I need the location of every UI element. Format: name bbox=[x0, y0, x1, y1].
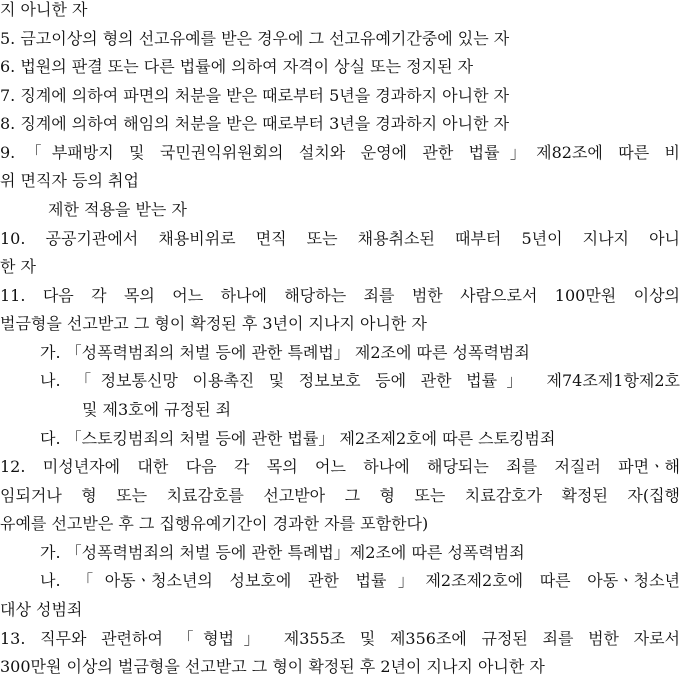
text-line: 지 아니한 자 bbox=[0, 0, 88, 19]
sub-item-na: 나. 「아동ㆍ청소년의 성보호에 관한 법률」제2조제2호에 따른 아동ㆍ청소년 bbox=[40, 571, 680, 590]
item-5: 5. 금고이상의 형의 선고유예를 받은 경우에 그 선고유예기간중에 있는 자 bbox=[0, 29, 510, 48]
sub-item-ga: 가. 「성폭력범죄의 처벌 등에 관한 특례법」제2조에 따른 성폭력범죄 bbox=[40, 543, 525, 562]
text-line: 및 제3호에 규정된 죄 bbox=[82, 400, 232, 419]
text-line: 벌금형을 선고받고 그 형이 확정된 후 3년이 지나지 아니한 자 bbox=[0, 314, 427, 333]
text-line: 제한 적용을 받는 자 bbox=[48, 200, 187, 219]
item-7: 7. 징계에 의하여 파면의 처분을 받은 때로부터 5년을 경과하지 아니한 자 bbox=[0, 86, 510, 105]
item-10: 10. 공공기관에서 채용비위로 면직 또는 채용취소된 때부터 5년이 지나지 아니 bbox=[0, 229, 680, 248]
text-line: 300만원 이상의 벌금형을 선고받고 그 형이 확정된 후 2년이 지나지 아니한 자 bbox=[0, 657, 545, 676]
item-13: 13. 직무와 관련하여 「형법」 제355조 및 제356조에 규정된 죄를 범한 자로서 bbox=[0, 629, 680, 648]
sub-item-da: 다. 「스토킹범죄의 처벌 등에 관한 법률」 제2조제2호에 따른 스토킹범죄 bbox=[40, 429, 556, 448]
text-line: 한 자 bbox=[0, 257, 36, 276]
item-11: 11. 다음 각 목의 어느 하나에 해당하는 죄를 범한 사람으로서 100만원 이상의 bbox=[0, 286, 680, 305]
text-line: 위 면직자 등의 취업 bbox=[0, 171, 139, 190]
text-line: 임되거나 형 또는 치료감호를 선고받아 그 형 또는 치료감호가 확정된 자(집행 bbox=[0, 486, 680, 505]
item-12: 12. 미성년자에 대한 다음 각 목의 어느 하나에 해당되는 죄를 저질러 파면ㆍ해 bbox=[0, 457, 680, 476]
text-line: 유예를 선고받은 후 그 집행유예기간이 경과한 자를 포함한다) bbox=[0, 514, 429, 533]
item-8: 8. 징계에 의하여 해임의 처분을 받은 때로부터 3년을 경과하지 아니한 자 bbox=[0, 114, 510, 133]
sub-item-na: 나. 「정보통신망 이용촉진 및 정보보호 등에 관한 법률」 제74조제1항제2호 bbox=[40, 371, 680, 390]
item-9: 9.「부패방지 및 국민권익위원회의 설치와 운영에 관한 법률」제82조에 따른 비 bbox=[0, 143, 680, 162]
sub-item-ga: 가. 「성폭력범죄의 처벌 등에 관한 특례법」 제2조에 따른 성폭력범죄 bbox=[40, 343, 530, 362]
text-line: 대상 성범죄 bbox=[0, 600, 83, 619]
item-6: 6. 법원의 판결 또는 다른 법률에 의하여 자격이 상실 또는 정지된 자 bbox=[0, 57, 474, 76]
